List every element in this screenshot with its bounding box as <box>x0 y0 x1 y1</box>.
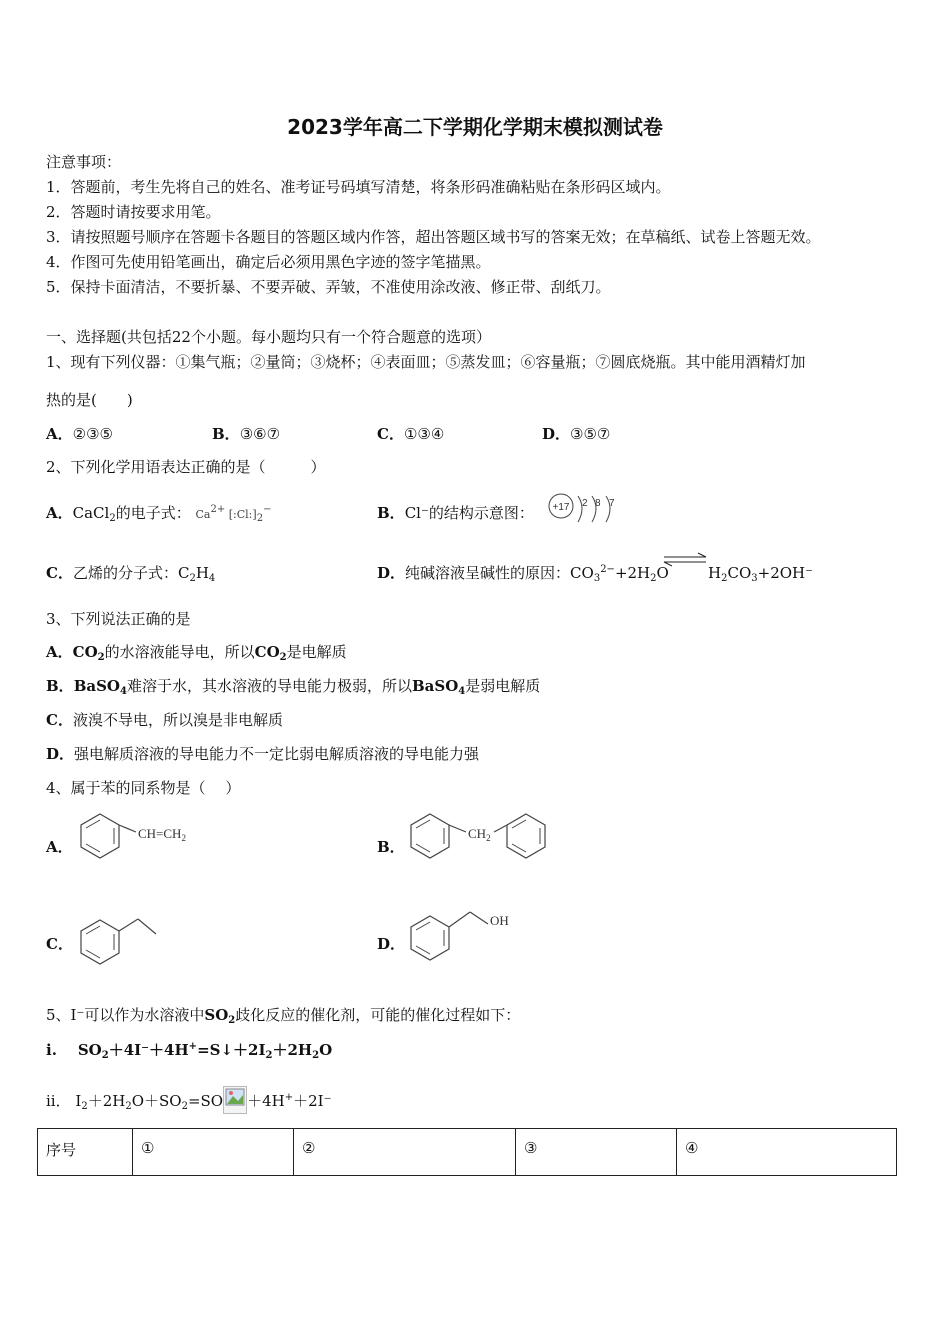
option-text: 纯碱溶液呈碱性的原因： <box>405 564 571 582</box>
formula-sub: 4 <box>119 686 127 697</box>
formula-text: H <box>708 564 722 582</box>
formula-text: BaSO <box>73 677 120 695</box>
formula-sub: 2 <box>109 513 116 524</box>
option-text: 是弱电解质 <box>465 677 541 695</box>
option-letter: C． <box>46 935 73 953</box>
option-text: ①③④ <box>403 425 445 443</box>
formula-sub: 2 <box>228 1015 236 1026</box>
equilibrium-arrow-icon <box>662 553 708 567</box>
q5-stem <box>46 1005 520 1025</box>
formula-text: O＋SO <box>131 1092 182 1110</box>
formula-text: CO <box>72 643 98 661</box>
option-letter: A． <box>46 643 73 661</box>
formula-text: =SO <box>187 1092 224 1110</box>
ethylbenzene-structure <box>74 914 164 968</box>
methylene-label <box>468 826 491 843</box>
formula-text: +2H <box>614 564 651 582</box>
table-cell: ④ <box>677 1129 897 1176</box>
option-text: ②③⑤ <box>72 425 113 443</box>
page-title: 2023学年高二下学期化学期末模拟测试卷 <box>287 115 663 139</box>
styrene-label-sub: 2 <box>181 833 186 843</box>
cl-charge: − <box>263 504 272 515</box>
q2-option-b <box>377 503 534 523</box>
q3-option-b <box>46 676 540 696</box>
shell-electrons-2: 8 <box>595 498 601 509</box>
methylene-label-main: CH <box>468 826 487 841</box>
cl-block: [:Cl:] <box>228 508 257 521</box>
option-letter: C． <box>46 711 73 729</box>
formula-text: ＋2I⁻ <box>293 1092 332 1110</box>
formula-sup: + <box>284 1092 294 1103</box>
option-text: ③⑤⑦ <box>570 425 611 443</box>
hydroxyl-label: OH <box>490 913 509 928</box>
option-letter: D． <box>46 745 75 763</box>
option-text: 强电解质溶液的导电能力不一定比弱电解质溶液的导电能力强 <box>74 745 480 763</box>
formula-text: =S↓＋2I <box>197 1041 266 1059</box>
q3-option-c <box>46 710 283 730</box>
table-cell: ① <box>133 1129 294 1176</box>
formula-sub: 2 <box>721 573 728 584</box>
q2-option-c <box>46 563 215 583</box>
cl-structure-diagram <box>548 494 628 526</box>
q2-option-a <box>46 503 271 525</box>
formula-text: SO <box>77 1041 102 1059</box>
electron-formula <box>195 504 272 524</box>
formula-sup: + <box>188 1041 198 1052</box>
styrene-structure <box>74 812 204 860</box>
styrene-label <box>138 826 186 843</box>
q2-option-d-rhs <box>708 563 813 583</box>
formula-sub: 3 <box>593 573 601 584</box>
shell-electrons-1: 2 <box>582 498 588 509</box>
formula-sub: 2 <box>312 1050 320 1061</box>
q1-option-b <box>212 424 280 444</box>
stem-text: 5、I⁻可以作为水溶液中 <box>46 1006 205 1024</box>
methylene-label-sub: 2 <box>486 833 491 843</box>
option-letter: D． <box>377 564 406 582</box>
option-letter: B． <box>46 677 74 695</box>
notice-item-4: 4．作图可先使用铅笔画出，确定后必须用黑色字迹的签字笔描黑。 <box>46 253 491 271</box>
formula-sub: 2 <box>265 1050 273 1061</box>
table-cell: ② <box>294 1129 516 1176</box>
q3-stem: 3、下列说法正确的是 <box>46 610 191 628</box>
q5-table <box>37 1128 897 1176</box>
formula-sub: 2 <box>101 1050 109 1061</box>
formula-sub: 2 <box>97 652 105 663</box>
option-text: Cl⁻的结构示意图： <box>404 504 534 522</box>
formula-sub: 2 <box>279 652 287 663</box>
option-letter: A． <box>46 838 73 856</box>
formula-sub: 4 <box>208 573 216 584</box>
q5-reaction-ii <box>46 1086 332 1114</box>
ca-text: Ca <box>195 508 211 521</box>
formula-text: ＋4H <box>247 1092 285 1110</box>
option-letter: D． <box>542 425 571 443</box>
formula-sub: 2 <box>650 573 657 584</box>
formula-text: I <box>75 1092 82 1110</box>
q1-option-c <box>377 424 444 444</box>
diphenylmethane-structure <box>404 812 554 860</box>
notice-item-3: 3．请按照题号顺序在答题卡各题目的答题区域内作答，超出答题区域书写的答案无效；在草稿纸、试卷上答题无效。 <box>46 228 821 246</box>
formula-text: CaCl <box>72 504 110 522</box>
formula-sub: 2 <box>81 1101 88 1112</box>
q4-option-d <box>377 934 405 954</box>
formula-text: O <box>656 564 669 582</box>
option-letter: D． <box>377 935 406 953</box>
formula-text: H <box>195 564 209 582</box>
formula-text: +2OH⁻ <box>757 564 814 582</box>
formula-text: SO <box>204 1006 229 1024</box>
option-text: 乙烯的分子式： <box>72 564 178 582</box>
formula-text: ＋4I⁻＋4H <box>108 1041 189 1059</box>
formula-text: ＋2H <box>87 1092 126 1110</box>
shell-electrons-3: 7 <box>609 498 615 509</box>
formula-text: O <box>319 1041 333 1059</box>
reaction-label: ii． <box>46 1092 71 1110</box>
option-letter: A． <box>46 504 73 522</box>
formula-sub: 2 <box>189 573 196 584</box>
benzyl-alcohol-structure <box>404 904 524 968</box>
q4-option-a <box>46 837 73 857</box>
q3-option-d <box>46 744 479 764</box>
formula-sub: 2 <box>181 1101 188 1112</box>
q1-stem-line2: 热的是( ) <box>46 391 133 409</box>
nucleus-label: +17 <box>552 502 570 513</box>
option-letter: B． <box>212 425 240 443</box>
option-letter: B． <box>377 838 405 856</box>
notice-item-2: 2．答题时请按要求用笔。 <box>46 203 221 221</box>
table-cell-header: 序号 <box>38 1129 133 1176</box>
option-text: 的水溶液能导电，所以 <box>104 643 255 661</box>
formula-text: CO <box>727 564 752 582</box>
section-heading: 一、选择题(共包括22个小题。每小题均只有一个符合题意的选项） <box>46 328 491 346</box>
q2-stem: 2、下列化学用语表达正确的是（ ） <box>46 458 326 476</box>
reaction-label: i. <box>46 1041 57 1059</box>
q4-option-b <box>377 837 405 857</box>
formula-text: ＋2H <box>272 1041 313 1059</box>
broken-image-icon <box>223 1086 247 1114</box>
q4-option-c <box>46 934 73 954</box>
option-text: 难溶于水，其水溶液的导电能力极弱，所以 <box>126 677 412 695</box>
q1-stem-line1: 1、现有下列仪器：①集气瓶；②量筒；③烧杯；④表面皿；⑤蒸发皿；⑥容量瓶；⑦圆底烧瓶。其中能用酒精灯加 <box>46 353 806 371</box>
option-letter: B． <box>377 504 405 522</box>
formula-text: CO <box>254 643 280 661</box>
option-letter: A． <box>46 425 73 443</box>
formula-text: CO <box>570 564 594 582</box>
option-text: 是电解质 <box>286 643 347 661</box>
formula-text: C <box>177 564 190 582</box>
q3-option-a <box>46 642 347 662</box>
cl-sub: 2 <box>256 513 264 524</box>
notice-item-5: 5．保持卡面清洁，不要折暴、不要弄破、弄皱，不准使用涂改液、修正带、刮纸刀。 <box>46 278 611 296</box>
formula-sup: 2− <box>600 564 615 575</box>
formula-sub: 4 <box>458 686 466 697</box>
q2-option-d <box>377 563 669 583</box>
notice-item-1: 1．答题前，考生先将自己的姓名、准考证号码填写清楚，将条形码准确粘贴在条形码区域内。 <box>46 178 671 196</box>
option-letter: C． <box>46 564 73 582</box>
formula-sub: 3 <box>751 573 758 584</box>
stem-text: 歧化反应的催化剂，可能的催化过程如下： <box>235 1006 521 1024</box>
q1-option-a <box>46 424 113 444</box>
option-letter: C． <box>377 425 404 443</box>
q1-option-d <box>542 424 610 444</box>
table-cell: ③ <box>516 1129 677 1176</box>
option-text: ③⑥⑦ <box>239 425 281 443</box>
formula-text: BaSO <box>411 677 459 695</box>
styrene-label-main: CH=CH <box>138 826 182 841</box>
option-text: 液溴不导电，所以溴是非电解质 <box>72 711 283 729</box>
notice-heading: 注意事项： <box>46 153 122 171</box>
option-text: 的电子式： <box>115 504 191 522</box>
ca-charge: 2+ <box>210 504 226 515</box>
formula-sub: 2 <box>125 1101 132 1112</box>
table-row <box>38 1129 897 1176</box>
q4-stem: 4、属于苯的同系物是（ ） <box>46 779 241 797</box>
q5-reaction-i <box>46 1040 332 1060</box>
